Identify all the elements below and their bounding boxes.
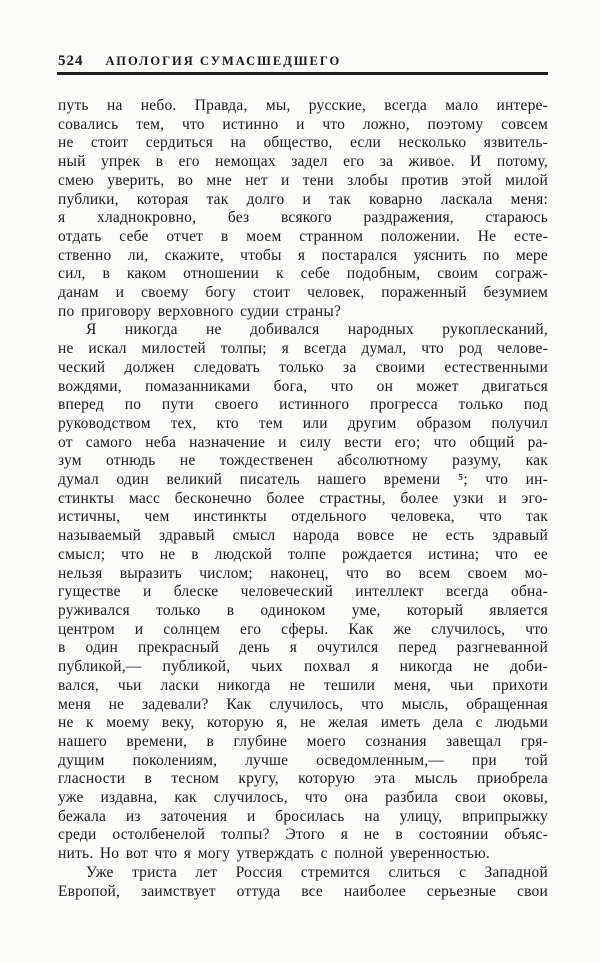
page-number: 524: [58, 53, 84, 69]
text-line: ный упрек в его немощах задел его за живое. И потому,: [58, 153, 548, 171]
text-line: ственно ли, скажите, чтобы я постарался уяснить по мере: [58, 246, 548, 264]
header-rule: [57, 72, 548, 75]
text-line: от самого неба назначение и силу вести его; что общий ра-: [58, 433, 548, 451]
text-line: Уже триста лет Россия стремится слиться с Западной: [86, 863, 548, 881]
text-line: истичны, чем инстинкты отдельного человека, что так: [58, 508, 548, 526]
text-line: публики, которая так долго и так коварно ласкала меня:: [58, 190, 548, 208]
text-line: нить. Но вот что я могу утверждать с полной уверенностью.: [58, 845, 490, 863]
body-text: [58, 97, 548, 901]
page-header: [58, 53, 548, 70]
text-line: меня не задевали? Как случилось, что мысль, обращенная: [58, 695, 548, 713]
text-line: не стоит сердиться на общество, если несколько язвитель-: [58, 134, 548, 152]
text-line: сил, в каком отношении к себе подобным, своим сограж-: [58, 265, 548, 283]
text-line: руководством тех, кто тем или другим образом получил: [58, 414, 548, 432]
text-line: ческий должен следовать только за своими естественными: [58, 358, 548, 376]
text-line: думал один великий писатель нашего времени ⁵; что ин-: [58, 471, 548, 489]
text-line: гласности в тесном кругу, которую эта мысль приобрела: [58, 770, 548, 788]
text-line: смею уверить, во мне нет и тени злобы против этой милой: [58, 171, 548, 189]
text-line: вперед по пути своего истинного прогресса только под: [58, 396, 548, 414]
text-line: по приговору верховного судии страны?: [58, 302, 342, 320]
text-line: совались тем, что истинно и что ложно, поэтому совсем: [58, 115, 548, 133]
text-line: центром и солнцем его сферы. Как же случилось, что: [58, 620, 548, 638]
text-line: среди остолбенелой толпы? Этого я не в состоянии объяс-: [58, 826, 548, 844]
text-line: отдать себе отчет в моем странном положении. Не есте-: [58, 227, 548, 245]
text-line: уже издавна, как случилось, что она разбила свои оковы,: [58, 789, 548, 807]
text-line: руживался только в одиноком уме, который является: [58, 601, 548, 619]
text-line: данам и своему богу стоит человек, пораженный безумием: [58, 284, 548, 302]
text-line: вождями, помазанниками бога, что он может двигаться: [58, 377, 548, 395]
text-line: не к моему веку, которую я, не желая иметь дела с людьми: [58, 714, 548, 732]
text-line: дущим поколениям, лучше осведомленным,— при той: [58, 751, 548, 769]
running-title: АПОЛОГИЯ СУМАСШЕДШЕГО: [105, 54, 342, 68]
text-line: путь на небо. Правда, мы, русские, всегда мало интере-: [58, 97, 548, 114]
text-line: стинкты масс бесконечно более страстны, более узки и эго-: [58, 489, 548, 507]
text-line: нельзя выразить числом; наконец, что во всем своем мо-: [58, 564, 548, 582]
text-line: публикой,— публикой, чьих похвал я никогда не доби-: [58, 658, 548, 676]
text-line: называемый здравый смысл народа вовсе не есть здравый: [58, 527, 548, 545]
text-line: не искал милостей толпы; я всегда думал, что род челове-: [58, 340, 548, 358]
text-line: в один прекрасный день я очутился перед разгневанной: [58, 639, 548, 657]
text-line: вался, чьи ласки никогда не тешили меня, чьи прихоти: [58, 676, 548, 694]
text-line: бежала из заточения и бросилась на улицу, вприпрыжку: [58, 807, 548, 825]
text-line: зум отнюдь не тождественен абсолютному разуму, как: [58, 452, 548, 470]
text-line: я хладнокровно, без всякого раздражения, стараюсь: [58, 209, 548, 227]
text-line: Я никогда не добивался народных рукоплесканий,: [86, 321, 548, 339]
text-line: Европой, заимствует оттуда все наиболее серьезные свои: [58, 882, 548, 900]
text-line: смысл; что не в людской толпе рождается истина; что ее: [58, 545, 548, 563]
text-line: нашего времени, в глубине моего сознания завещал гря-: [58, 732, 548, 750]
text-line: гуществе и блеске человеческий интеллект всегда обна-: [58, 583, 548, 601]
